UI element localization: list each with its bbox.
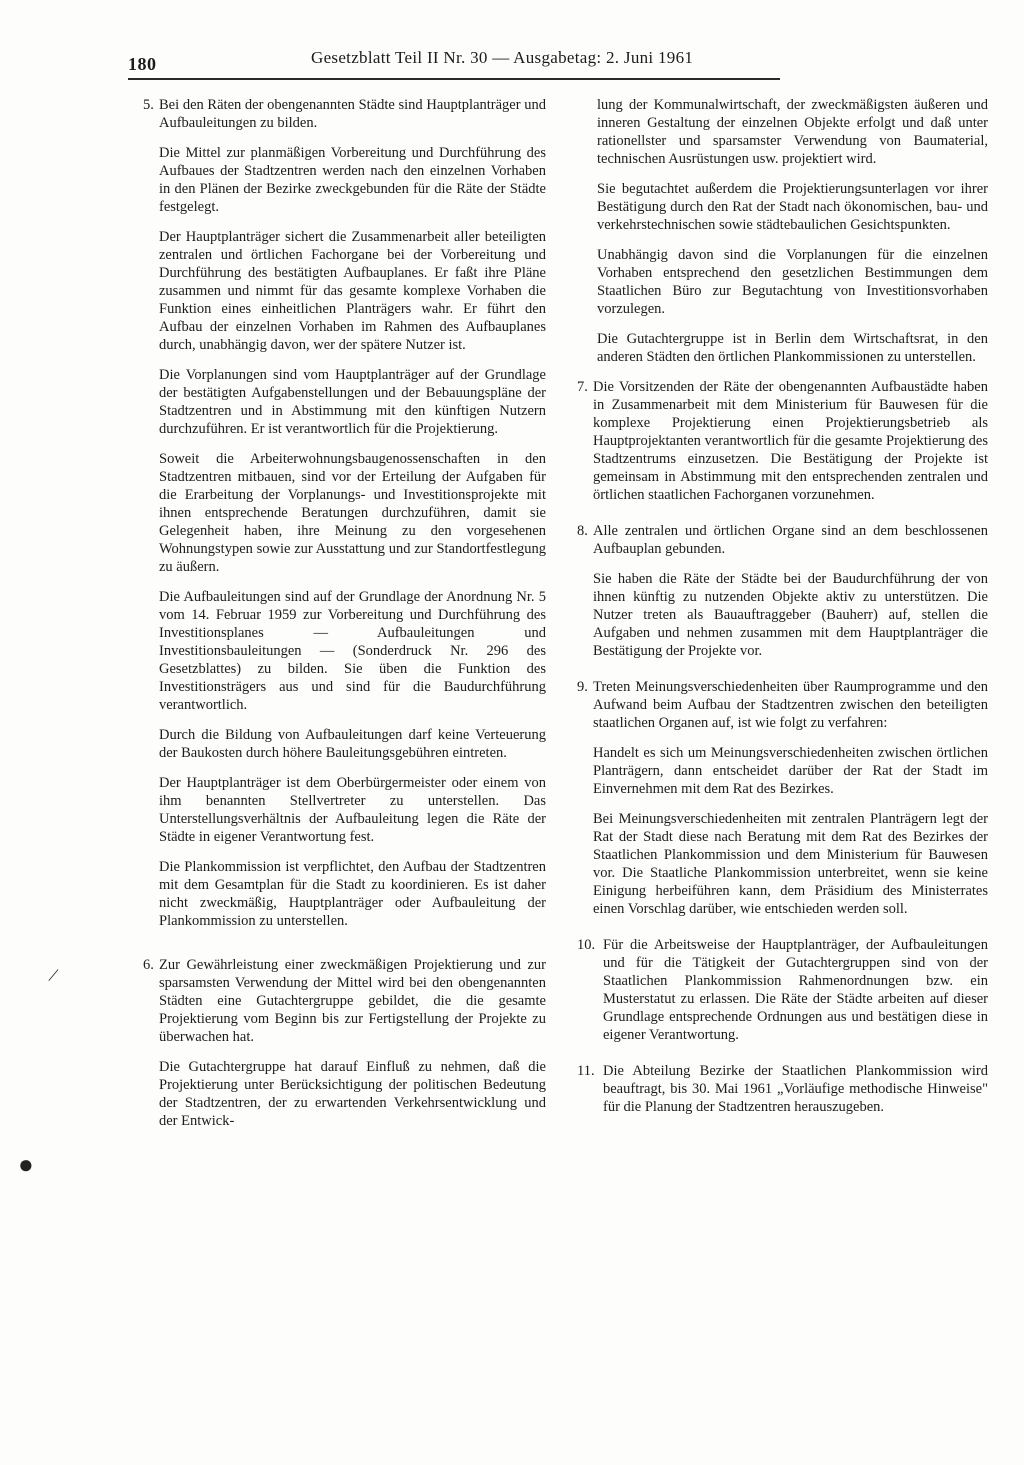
section-number: 8.	[577, 523, 588, 539]
section-number: 9.	[577, 679, 588, 695]
section-8-paragraph: Sie haben die Räte der Städte bei der Baudurchführung der von ihnen künftig zu nutzenden Objekte aktiv zu unterstützen. Die Nutzer treten als Bauauftraggeber (Bauherr) auf, stellen die Aufgaben und nehmen zusammen mit dem Hauptplanträger die Bestätigung der Projekte vor.	[593, 571, 988, 659]
section-6-paragraph: Die Gutachtergruppe hat darauf Einfluß zu nehmen, daß die Projektierung unter Berücksichtigung der politischen Bedeutung der Stadtzentren, der zu erwartenden Verkehrsentwicklung und der Entwick-	[159, 1059, 546, 1129]
section-5-paragraph: Durch die Bildung von Aufbauleitungen darf keine Verteuerung der Baukosten durch höhere Bauleitungsgebühren eintreten.	[159, 727, 546, 761]
section-6-intro: Zur Gewährleistung einer zweckmäßigen Projektierung und zur sparsamsten Verwendung der Mittel wird bei den obengenannten Städten eine Gutachtergruppe gebildet, die die gesamte Projektierung vom Beginn bis zur Fertigstellung der Projekte zu überwachen hat.	[159, 957, 546, 1045]
section-8-text: Alle zentralen und örtlichen Organe sind an dem beschlossenen Aufbauplan gebunden.	[593, 523, 988, 557]
page-number: 180	[128, 54, 157, 74]
section-body	[593, 378, 988, 504]
section-9-paragraph: Bei Meinungsverschiedenheiten mit zentralen Planträgern legt der Rat der Stadt diese nach Beratung mit dem Rat des Bezirkes der Staatlichen Plankommission und dem Ministerium für Bauwesen vor. Die Staatliche Plankommission unterbreitet, wenn sie keine Einigung herbeiführen kann, dem Präsidium des Ministerrates einen Vorschlag darüber, wie entschieden werden soll.	[593, 811, 988, 917]
section-5-paragraph: Soweit die Arbeiterwohnungsbaugenossenschaften in den Stadtzentren mitbauen, sind vor der Erteilung der Aufgaben für die Erarbeitung der Vorplanungs- und Investitionsprojekte mit ihnen entsprechende Beratungen durchzuführen, damit sie Gelegenheit haben, ihre Meinung zu den vorgesehenen Wohnungstypen sowie zur Ausstattung und zur Standortfestlegung zu äußern.	[159, 451, 546, 575]
section-5-paragraph: Die Mittel zur planmäßigen Vorbereitung und Durchführung des Aufbaues der Stadtzentren werden nach den einzelnen Vorhaben in den Plänen der Bezirke zweckgebunden für die Räte der Städte festgelegt.	[159, 145, 546, 215]
section-11	[577, 1062, 988, 1116]
section-7	[577, 378, 988, 504]
section-9	[577, 678, 988, 918]
section-5-intro: Bei den Räten der obengenannten Städte sind Hauptplanträger und Aufbauleitungen zu bilden.	[159, 97, 546, 131]
continuation-paragraph: Unabhängig davon sind die Vorplanungen für die einzelnen Vorhaben entsprechend den gesetzlichen Bestimmungen dem Staatlichen Büro zur Begutachtung von Investitionsvorhaben vorzulegen.	[597, 247, 988, 317]
page-header	[128, 44, 780, 80]
section-body	[593, 522, 988, 660]
section-body	[159, 956, 546, 1130]
section-5-paragraph: Der Hauptplanträger ist dem Oberbürgermeister oder einem von ihm benannten Stellvertreter zu unterstellen. Das Unterstellungsverhältnis der Aufbauleitung legen die Räte der Städte in eigener Verantwortung fest.	[159, 775, 546, 845]
continuation-paragraph: lung der Kommunalwirtschaft, der zweckmäßigsten äußeren und inneren Gestaltung der einzelnen Objekte erfolgt und daß unter rationellster und sparsamster Verwendung von Baumaterial, technischen Ausrüstungen usw. projektiert wird.	[597, 97, 988, 167]
section-6-continuation	[597, 96, 988, 366]
section-5-paragraph: Der Hauptplanträger sichert die Zusammenarbeit aller beteiligten zentralen und örtlichen Fachorgane bei der Vorbereitung und Durchführung des bestätigten Aufbauplanes. Er faßt ihre Pläne zusammen und nimmt für das gesamte komplexe Vorhaben die Funktion eines einheitlichen Planträgers wahr. Er führt den Aufbau der einzelnen Vorhaben im Rahmen des Aufbauplanes durch, unabhängig davon, wer der spätere Nutzer ist.	[159, 229, 546, 353]
section-9-paragraph: Handelt es sich um Meinungsverschiedenheiten zwischen örtlichen Planträgern, dann entscheidet darüber der Rat der Stadt im Einvernehmen mit dem Rat des Bezirkes.	[593, 745, 988, 797]
continuation-paragraph: Die Gutachtergruppe ist in Berlin dem Wirtschaftsrat, in den anderen Städten den örtlichen Plankommissionen zu unterstellen.	[597, 331, 988, 365]
section-5-paragraph: Die Aufbauleitungen sind auf der Grundlage der Anordnung Nr. 5 vom 14. Februar 1959 zur Vorbereitung und Durchführung des Investitionsplanes — Aufbauleitungen und Investitionsbauleitungen — (Sonderdruck Nr. 296 des Gesetzblattes) zu bilden. Sie üben die Funktion des Investitionsträgers aus und sind für die Baudurchführung verantwortlich.	[159, 589, 546, 713]
section-number: 10.	[577, 937, 596, 953]
section-body	[603, 1062, 988, 1116]
section-7-text: Die Vorsitzenden der Räte der obengenannten Aufbaustädte haben in Zusammenarbeit mit dem Ministerium für Bauwesen für die komplexe Projektierung einen Projektierungsbetrieb als Hauptprojektanten verantwortlich für die gesamte Projektierung des Stadtzentrums einzusetzen. Die Bestätigung der Projekte ist gemeinsam in Abstimmung mit den entsprechenden zentralen und örtlichen staatlichen Fachorganen vorzunehmen.	[593, 379, 988, 503]
section-5-paragraph: Die Vorplanungen sind vom Hauptplanträger auf der Grundlage der bestätigten Aufgabenstellungen und der Bebauungspläne der Stadtzentren und in Abstimmung mit den künftigen Nutzern durchzuführen. Er ist verantwortlich für die Projektierung.	[159, 367, 546, 437]
section-11-text: Die Abteilung Bezirke der Staatlichen Plankommission wird beauftragt, bis 30. Mai 1961 „Vorläufige methodische Hinweise" für die Planung der Stadtzentren herauszugeben.	[603, 1063, 988, 1115]
section-number: 11.	[577, 1063, 595, 1079]
section-5	[143, 96, 546, 930]
section-number: 7.	[577, 379, 588, 395]
section-number: 5.	[143, 97, 154, 113]
section-body	[603, 936, 988, 1044]
section-10	[577, 936, 988, 1044]
continuation-paragraph: Sie begutachtet außerdem die Projektierungsunterlagen vor ihrer Bestätigung durch den Rat der Stadt nach ökonomischen, bau- und verkehrstechnischen sowie städtebaulichen Gesichtspunkten.	[597, 181, 988, 233]
section-body	[593, 678, 988, 918]
right-column	[577, 96, 988, 1116]
section-number: 6.	[143, 957, 154, 973]
section-10-text: Für die Arbeitsweise der Hauptplanträger, der Aufbauleitungen und für die Tätigkeit der Gutachtergruppen sind von der Staatlichen Plankommission Rahmenordnungen bzw. ein Musterstatut zu erlassen. Die Räte der Städte arbeiten auf dieser Grundlage entsprechende Ordnungen aus und bestätigen diese in eigener Verantwortung.	[603, 937, 988, 1043]
scan-speck-mark: |	[47, 967, 61, 983]
ink-blot-mark: ●	[18, 1150, 34, 1179]
section-5-paragraph: Die Plankommission ist verpflichtet, den Aufbau der Stadtzentren mit dem Gesamtplan für die Stadt zu koordinieren. Es ist daher nicht zweckmäßig, Hauptplanträger oder Aufbauleitung der Plankommission zu unterstellen.	[159, 859, 546, 929]
left-column	[143, 96, 546, 1130]
section-9-text: Treten Meinungsverschiedenheiten über Raumprogramme und den Aufwand beim Aufbau der Stadtzentren zwischen den beteiligten staatlichen Organen auf, ist wie folgt zu verfahren:	[593, 679, 988, 731]
section-8	[577, 522, 988, 660]
section-body	[159, 96, 546, 930]
section-6	[143, 956, 546, 1130]
header-title: Gesetzblatt Teil II Nr. 30 — Ausgabetag: 2. Juni 1961	[311, 48, 694, 67]
